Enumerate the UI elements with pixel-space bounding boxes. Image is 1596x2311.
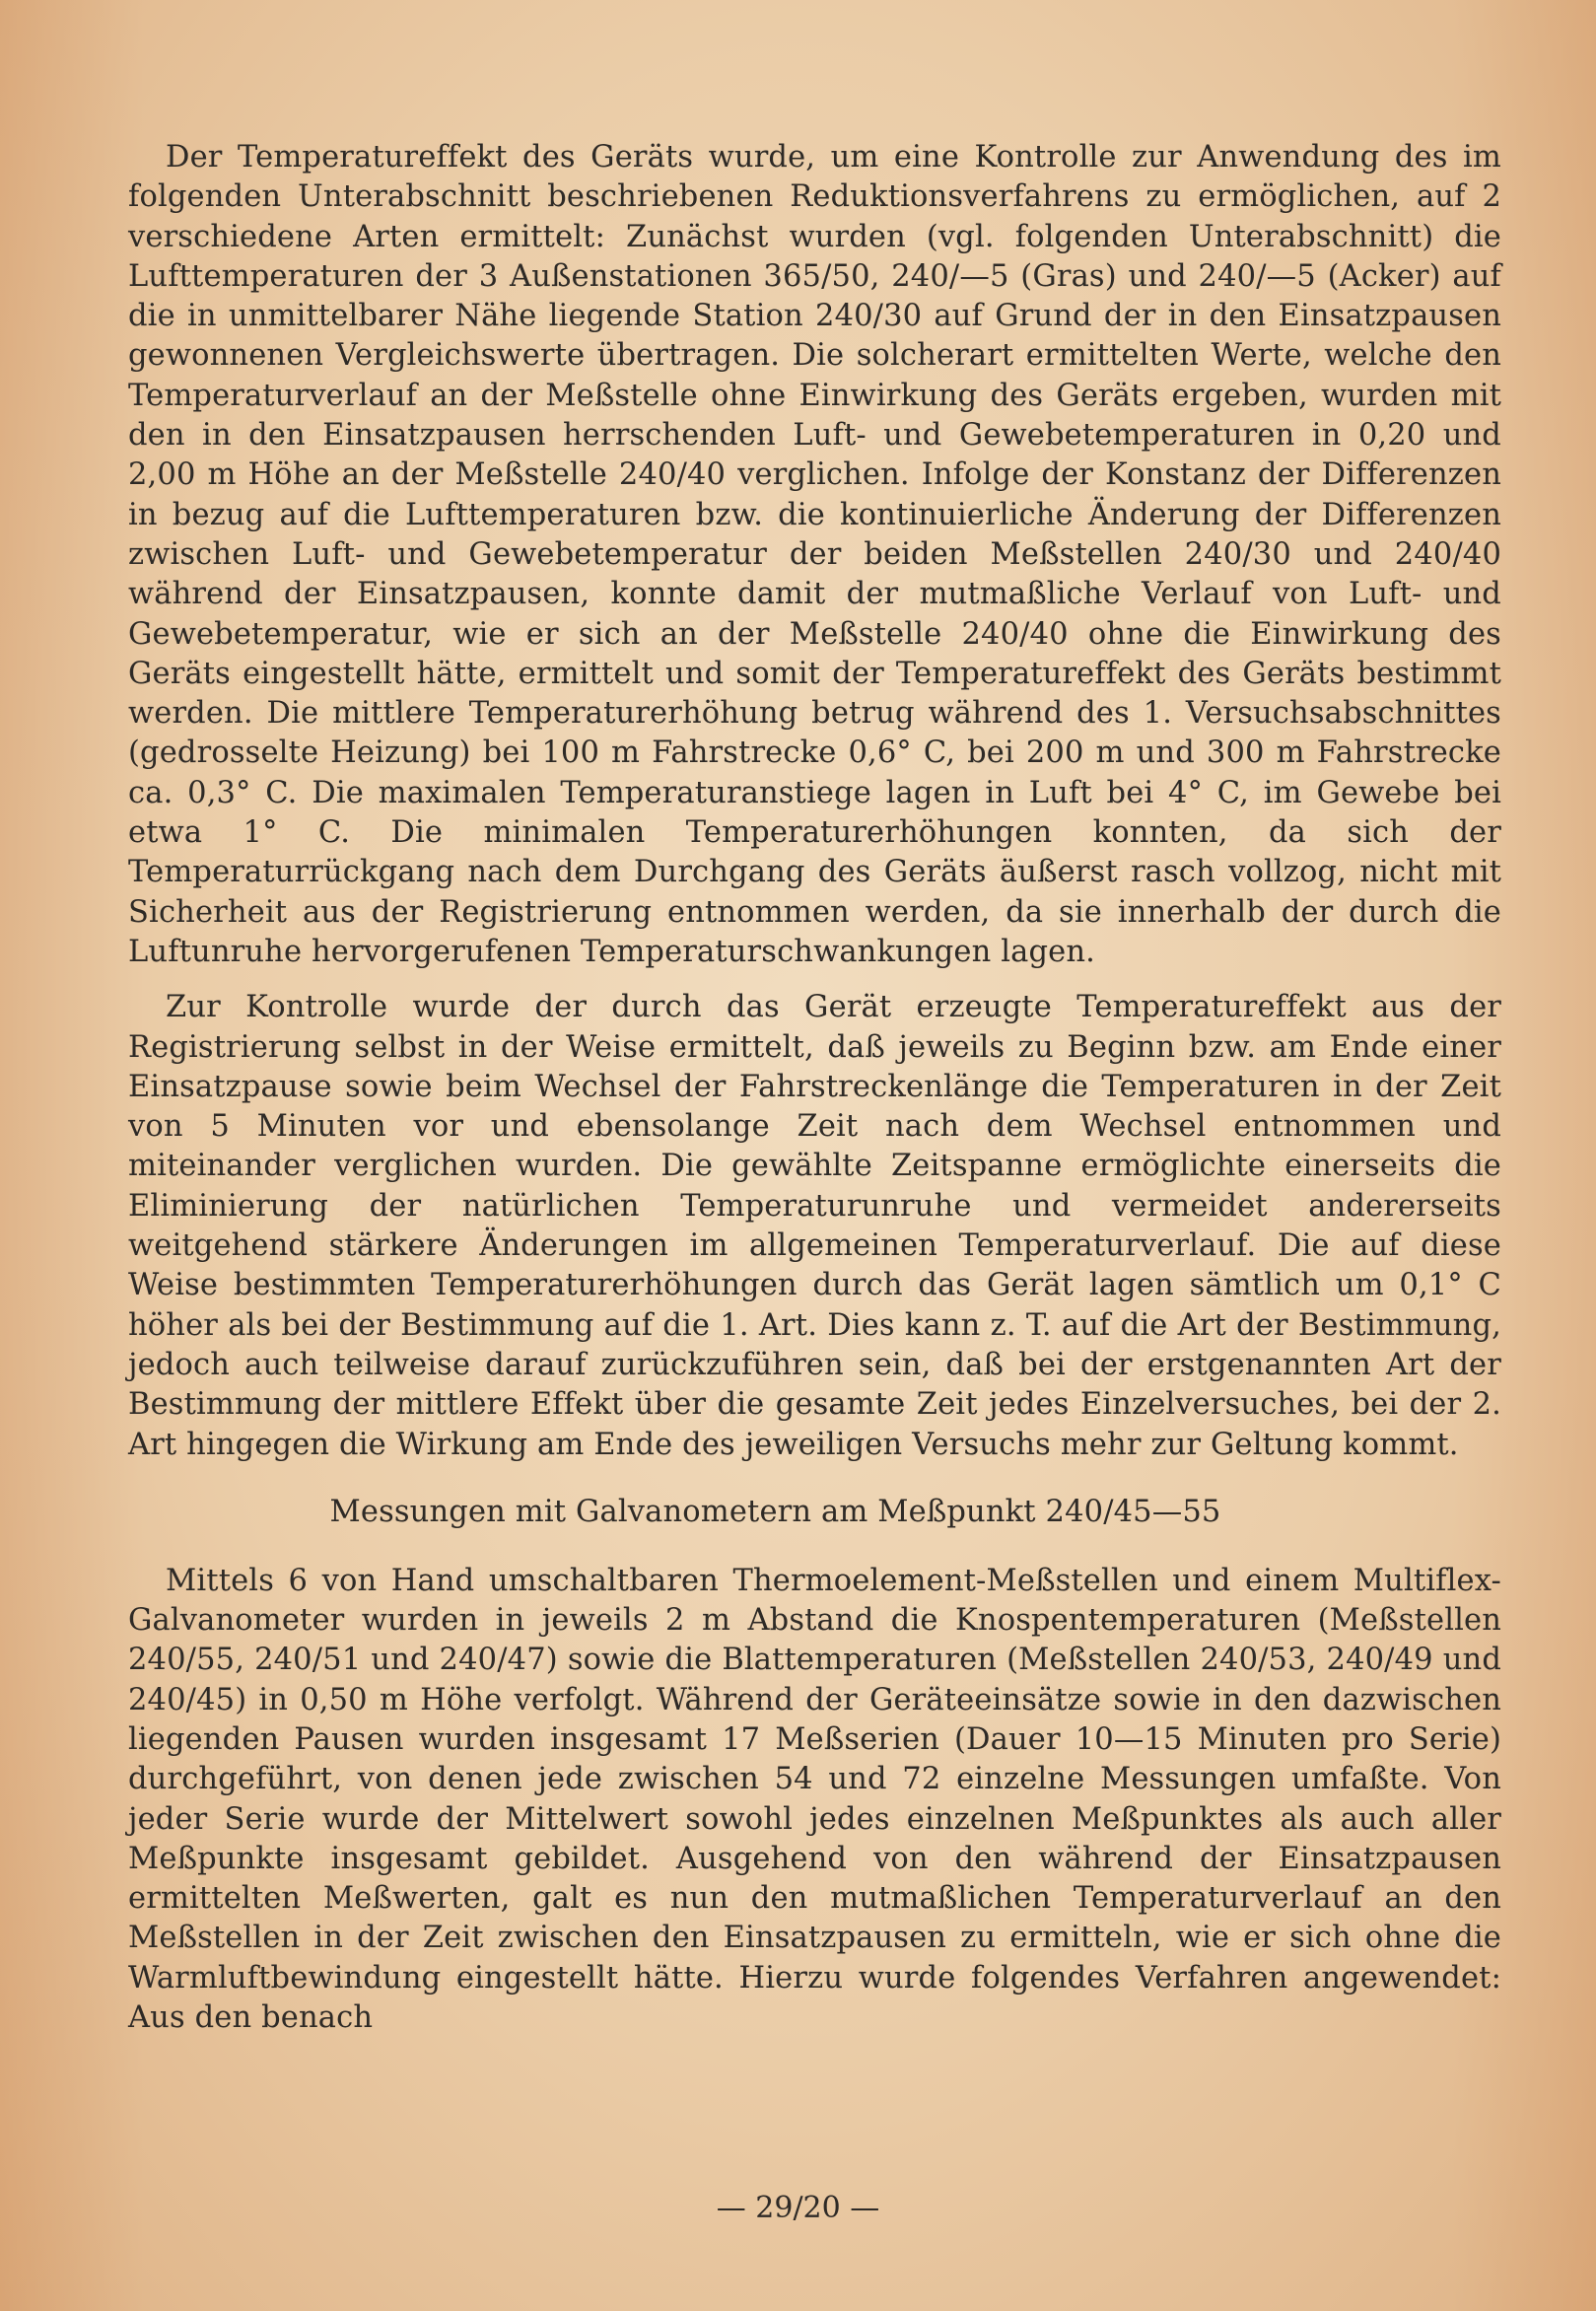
body-text [128,138,1501,2038]
section-heading: Messungen mit Galvanometern am Meßpunkt 240/45—55 [329,1494,1221,1529]
paragraph-galvanometer-measurements: Mittels 6 von Hand umschaltbaren Thermoelement-Meßstellen und einem Multiflex-Galvanometer wurden in jeweils 2 m Abstand die Knospentemperaturen (Meßstellen 240/55, 240/51 und 240/47) sowie die Blattemperaturen (Meßstellen 240/53, 240/49 und 240/45) in 0,50 m Höhe verfolgt. Während der Geräteeinsätze sowie in den dazwischen liegenden Pausen wurden insgesamt 17 Meßserien (Dauer 10—15 Minuten pro Serie) durchgeführt, von denen jede zwischen 54 und 72 einzelne Messungen umfaßte. Von jeder Serie wurde der Mittelwert sowohl jedes einzelnen Meßpunktes als auch aller Meßpunkte insgesamt gebildet. Ausgehend von den während der Einsatzpausen ermittelten Meßwerten, galt es nun den mutmaßlichen Temperaturverlauf an den Meßstellen in der Zeit zwischen den Einsatzpausen zu ermitteln, wie er sich ohne die Warmluftbewindung eingestellt hätte. Hierzu wurde folgendes Verfahren angewendet: Aus den benach [128,1563,1501,2036]
paragraph-control-method: Zur Kontrolle wurde der durch das Gerät erzeugte Temperatureffekt aus der Registrierung selbst in der Weise ermittelt, daß jeweils zu Beginn bzw. am Ende einer Einsatzpause sowie beim Wechsel der Fahrstreckenlänge die Temperaturen in der Zeit von 5 Minuten vor und ebensolange Zeit nach dem Wechsel entnommen und miteinander verglichen wurden. Die gewählte Zeitspanne ermöglichte einerseits die Eliminierung der natürlichen Temperaturunruhe und vermeidet andererseits weitgehend stärkere Änderungen im allgemeinen Temperaturverlauf. Die auf diese Weise bestimmten Temperaturerhöhungen durch das Gerät lagen sämtlich um 0,1° C höher als bei der Bestimmung auf die 1. Art. Dies kann z. T. auf die Art der Bestimmung, jedoch auch teilweise darauf zurückzuführen sein, daß bei der erstgenannten Art der Bestimmung der mittlere Effekt über die gesamte Zeit jedes Einzelversuches, bei der 2. Art hingegen die Wirkung am Ende des jeweiligen Versuchs mehr zur Geltung kommt. [128,990,1501,1462]
page-number: — 29/20 — [716,2191,880,2225]
paragraph-temperature-effect: Der Temperatureffekt des Geräts wurde, um eine Kontrolle zur Anwendung des im folgenden Unterabschnitt beschriebenen Reduktionsverfahrens zu ermöglichen, auf 2 verschiedene Arten ermittelt: Zunächst wurden (vgl. folgenden Unterabschnitt) die Lufttemperaturen der 3 Außenstationen 365/50, 240/—5 (Gras) und 240/—5 (Acker) auf die in unmittelbarer Nähe liegende Station 240/30 auf Grund der in den Einsatzpausen gewonnenen Vergleichswerte übertragen. Die solcherart ermittelten Werte, welche den Temperaturverlauf an der Meßstelle ohne Einwirkung des Geräts ergeben, wurden mit den in den Einsatzpausen herrschenden Luft- und Gewebetemperaturen in 0,20 und 2,00 m Höhe an der Meßstelle 240/40 verglichen. Infolge der Konstanz der Differenzen in bezug auf die Lufttemperaturen bzw. die kontinuierliche Änderung der Differenzen zwischen Luft- und Gewebetemperatur der beiden Meßstellen 240/30 und 240/40 während der Einsatzpausen, konnte damit der mutmaßliche Verlauf von Luft- und Gewebetemperatur, wie er sich an der Meßstelle 240/40 ohne die Einwirkung des Geräts eingestellt hätte, ermittelt und somit der Temperatureffekt des Geräts bestimmt werden. Die mittlere Temperaturerhöhung betrug während des 1. Versuchsabschnittes (gedrosselte Heizung) bei 100 m Fahrstrecke 0,6° C, bei 200 m und 300 m Fahrstrecke ca. 0,3° C. Die maximalen Temperaturanstiege lagen in Luft bei 4° C, im Gewebe bei etwa 1° C. Die minimalen Temperaturerhöhungen konnten, da sich der Temperaturrückgang nach dem Durchgang des Geräts äußerst rasch vollzog, nicht mit Sicherheit aus der Registrierung entnommen werden, da sie innerhalb der durch die Luftunruhe hervorgerufenen Temperaturschwankungen lagen. [128,140,1501,969]
